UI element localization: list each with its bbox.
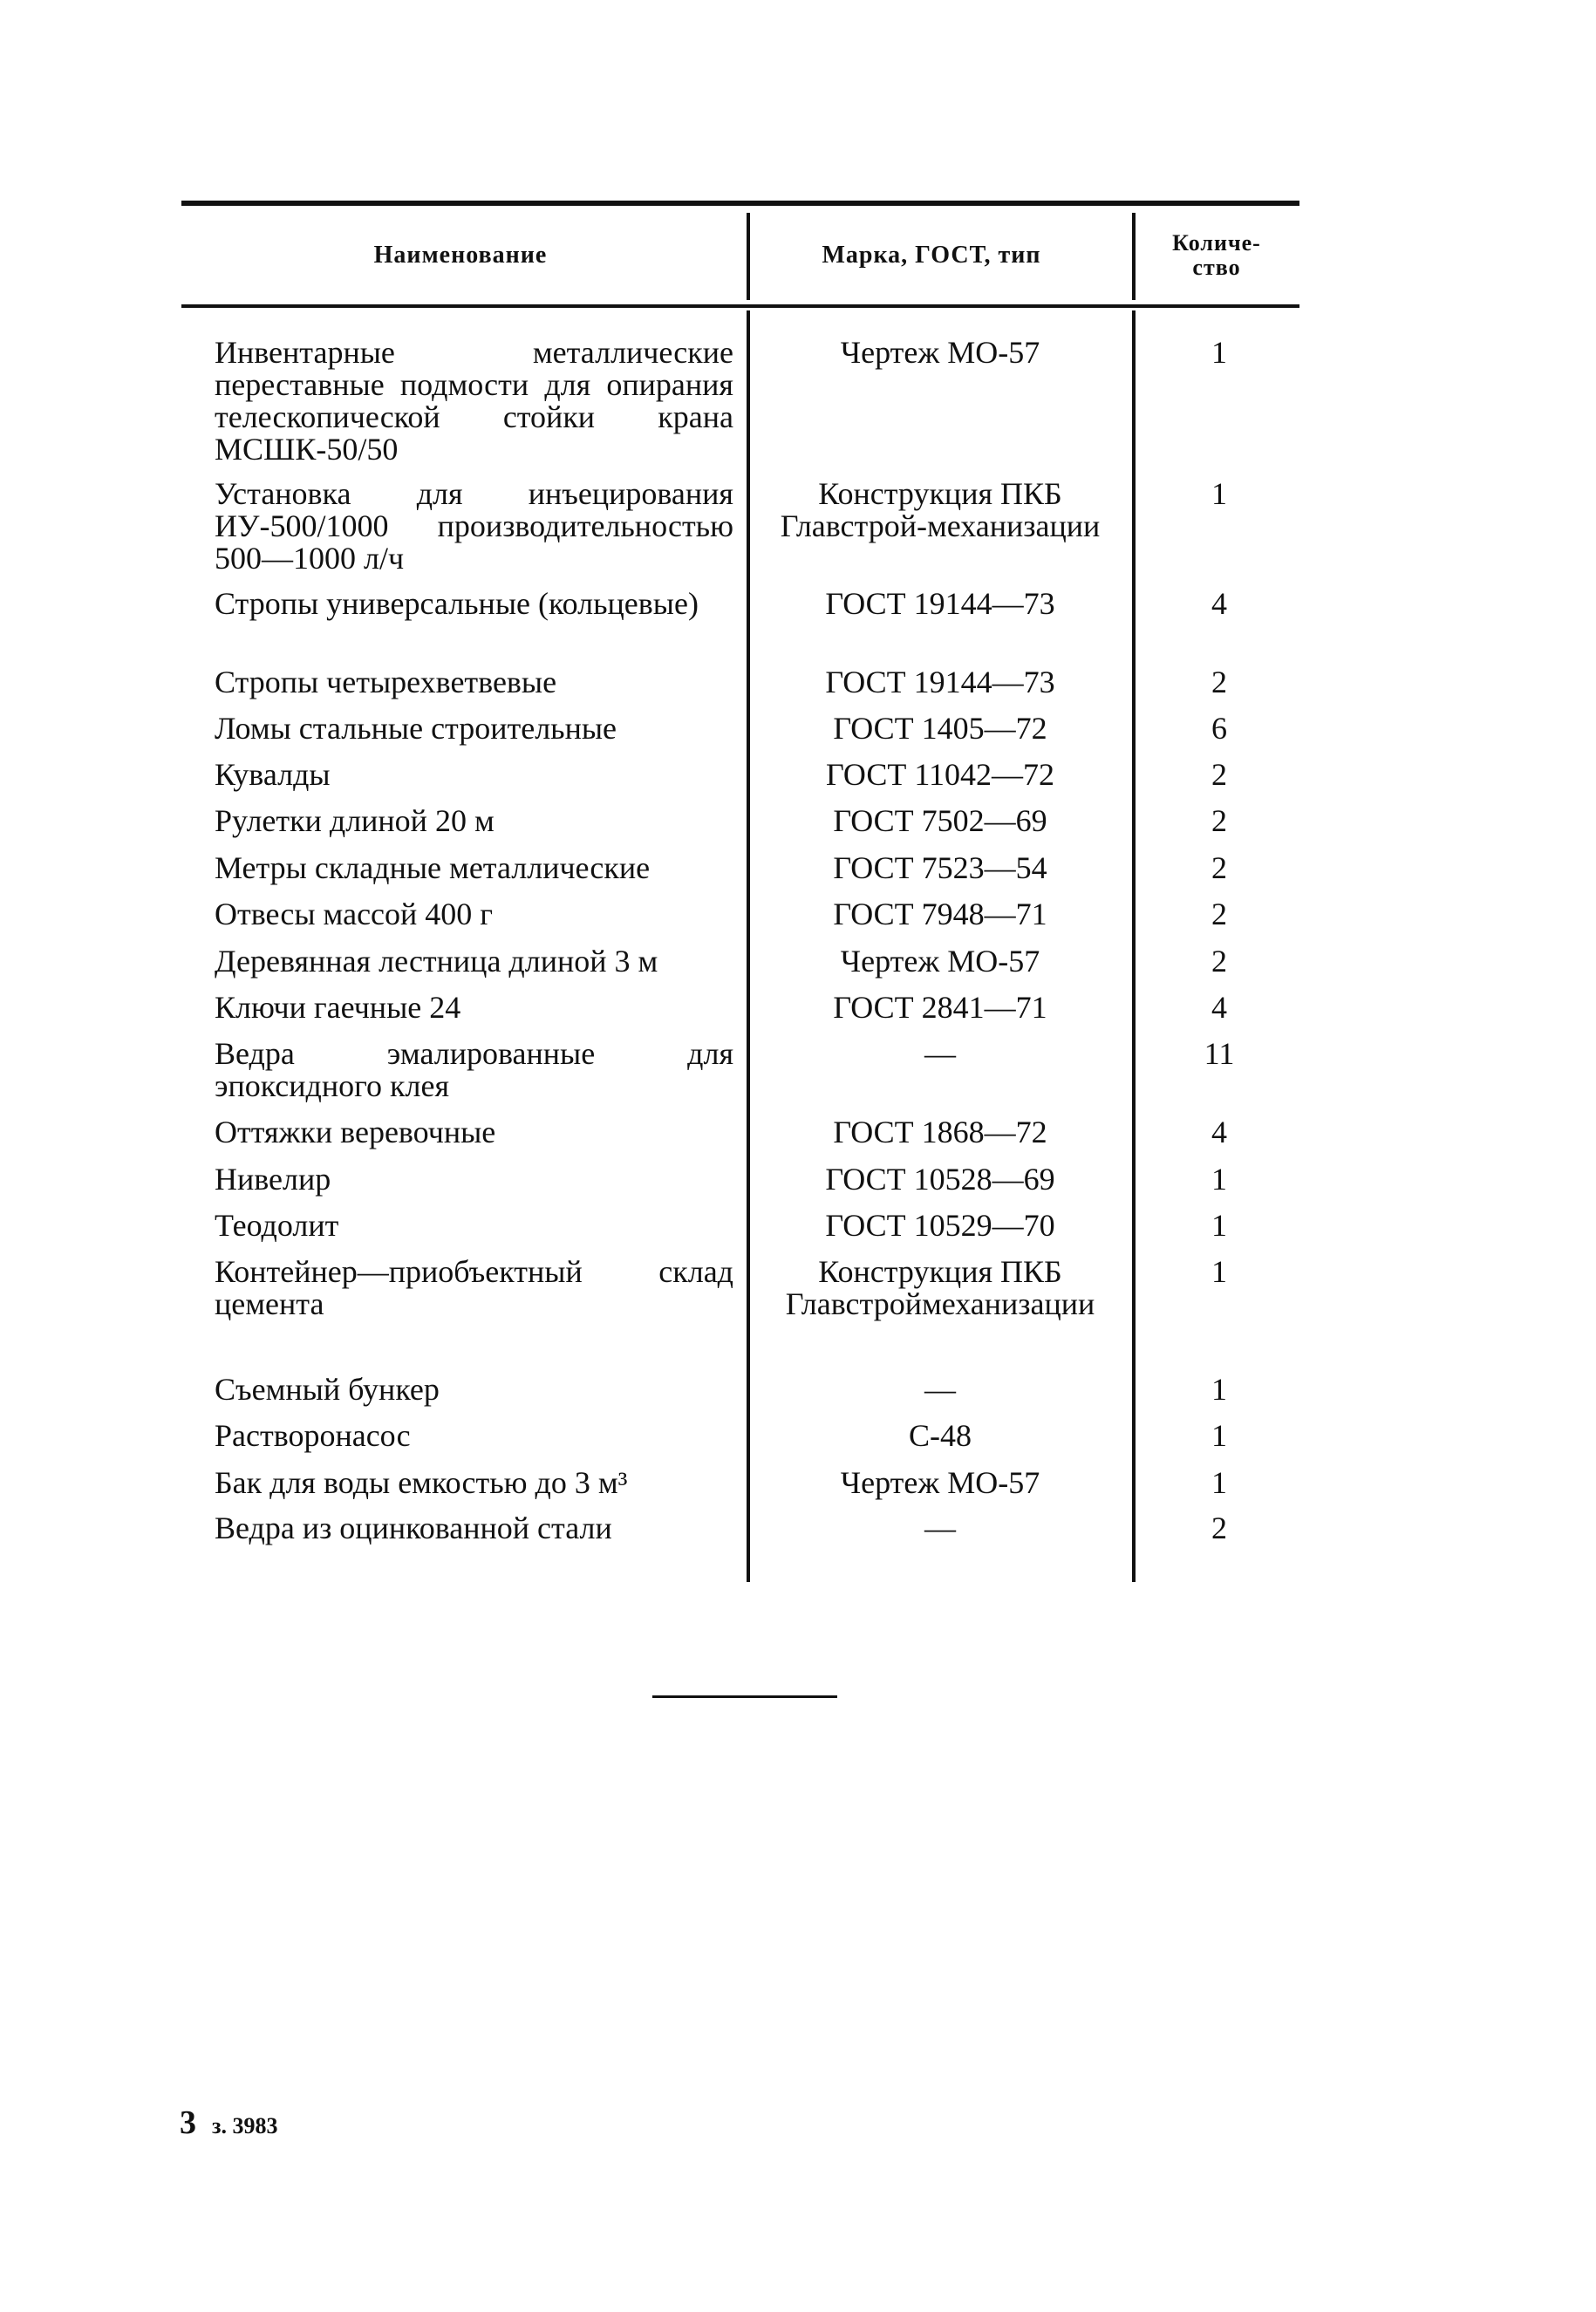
row-mark: — [924, 1372, 956, 1407]
row-name: Ведра эмалированные для эпоксидного клея [215, 1036, 733, 1103]
row-name: Рулетки длиной 20 м [215, 803, 494, 838]
row-mark: Чертеж МО-57 [840, 944, 1040, 979]
row-mark: ГОСТ 19144—73 [825, 586, 1055, 621]
row-quantity: 1 [1211, 1254, 1227, 1289]
row-mark: ГОСТ 7502—69 [833, 803, 1047, 838]
row-mark: ГОСТ 11042—72 [825, 757, 1055, 792]
end-separator [652, 1695, 837, 1698]
row-name: Контейнер—приобъектный склад цемента [215, 1254, 733, 1321]
row-name: Инвентарные металлические переставные подмости для опирания телескопической стойки крана МСШК-50/50 [215, 335, 733, 467]
row-name: Кувалды [215, 757, 331, 792]
row-name: Установка для инъецирования ИУ-500/1000 производительностью 500—1000 л/ч [215, 476, 733, 576]
column-divider-2 [1132, 213, 1136, 300]
table-header-rule [181, 304, 1299, 308]
page-footer [180, 2104, 277, 2142]
row-mark: Конструкция ПКБ Главстрой-механизации [780, 476, 1101, 543]
row-mark: ГОСТ 1405—72 [833, 711, 1047, 746]
column-divider-1 [747, 213, 750, 300]
row-name: Съемный бункер [215, 1372, 440, 1407]
row-quantity: 4 [1211, 990, 1227, 1025]
row-mark: ГОСТ 2841—71 [833, 990, 1047, 1025]
row-quantity: 1 [1211, 1208, 1227, 1243]
row-name: Теодолит [215, 1208, 339, 1243]
row-name: Деревянная лестница длиной 3 м [215, 944, 658, 979]
row-quantity: 2 [1211, 757, 1227, 792]
row-name: Растворонасос [215, 1418, 411, 1453]
row-mark: Чертеж МО-57 [840, 1465, 1040, 1500]
row-quantity: 4 [1211, 1115, 1227, 1149]
row-mark: Конструкция ПКБ Главстроймеханизации [785, 1254, 1095, 1321]
row-mark: ГОСТ 10529—70 [825, 1208, 1055, 1243]
header-name: Наименование [373, 241, 548, 269]
row-quantity: 1 [1211, 335, 1227, 370]
row-quantity: 2 [1211, 850, 1227, 885]
row-name: Оттяжки веревочные [215, 1115, 496, 1149]
row-name: Отвесы массой 400 г [215, 897, 494, 931]
row-name: Ломы стальные строительные [215, 711, 617, 746]
page-number: 3 [180, 2104, 196, 2141]
row-mark: — [924, 1036, 956, 1071]
order-number: з. 3983 [212, 2113, 278, 2138]
row-quantity: 1 [1211, 1372, 1227, 1407]
row-quantity: 2 [1211, 665, 1227, 699]
row-quantity: 2 [1211, 897, 1227, 931]
row-name: Нивелир [215, 1162, 331, 1197]
row-quantity: 11 [1204, 1036, 1235, 1071]
header-quantity-line1: Количе- [1172, 229, 1261, 256]
row-mark: С-48 [909, 1418, 972, 1453]
row-quantity: 1 [1211, 1162, 1227, 1197]
body-divider-1 [747, 310, 750, 1582]
row-quantity: 1 [1211, 476, 1227, 511]
header-quantity-line2: ство [1192, 254, 1241, 280]
row-quantity: 2 [1211, 944, 1227, 979]
row-mark: ГОСТ 10528—69 [825, 1162, 1055, 1197]
row-mark: ГОСТ 7948—71 [833, 897, 1047, 931]
row-mark: Чертеж МО-57 [840, 335, 1040, 370]
row-name: Ключи гаечные 24 [215, 990, 461, 1025]
row-quantity: 1 [1211, 1418, 1227, 1453]
row-quantity: 2 [1211, 803, 1227, 838]
row-name: Метры складные металлические [215, 850, 651, 885]
body-divider-2 [1132, 310, 1136, 1582]
row-name: Ведра из оцинкованной стали [215, 1511, 612, 1545]
header-mark: Марка, ГОСТ, тип [822, 241, 1041, 269]
row-name: Стропы четырехветвевые [215, 665, 557, 699]
row-mark: ГОСТ 1868—72 [833, 1115, 1047, 1149]
row-quantity: 6 [1211, 711, 1227, 746]
row-mark: ГОСТ 7523—54 [833, 850, 1047, 885]
row-name: Стропы универсальные (кольцевые) [215, 586, 699, 621]
row-quantity: 2 [1211, 1511, 1227, 1545]
row-name: Бак для воды емкостью до 3 м³ [215, 1465, 628, 1500]
row-mark: ГОСТ 19144—73 [825, 665, 1055, 699]
row-quantity: 1 [1211, 1465, 1227, 1500]
header-quantity [1134, 206, 1299, 304]
row-quantity: 4 [1211, 586, 1227, 621]
row-mark: — [924, 1511, 956, 1545]
